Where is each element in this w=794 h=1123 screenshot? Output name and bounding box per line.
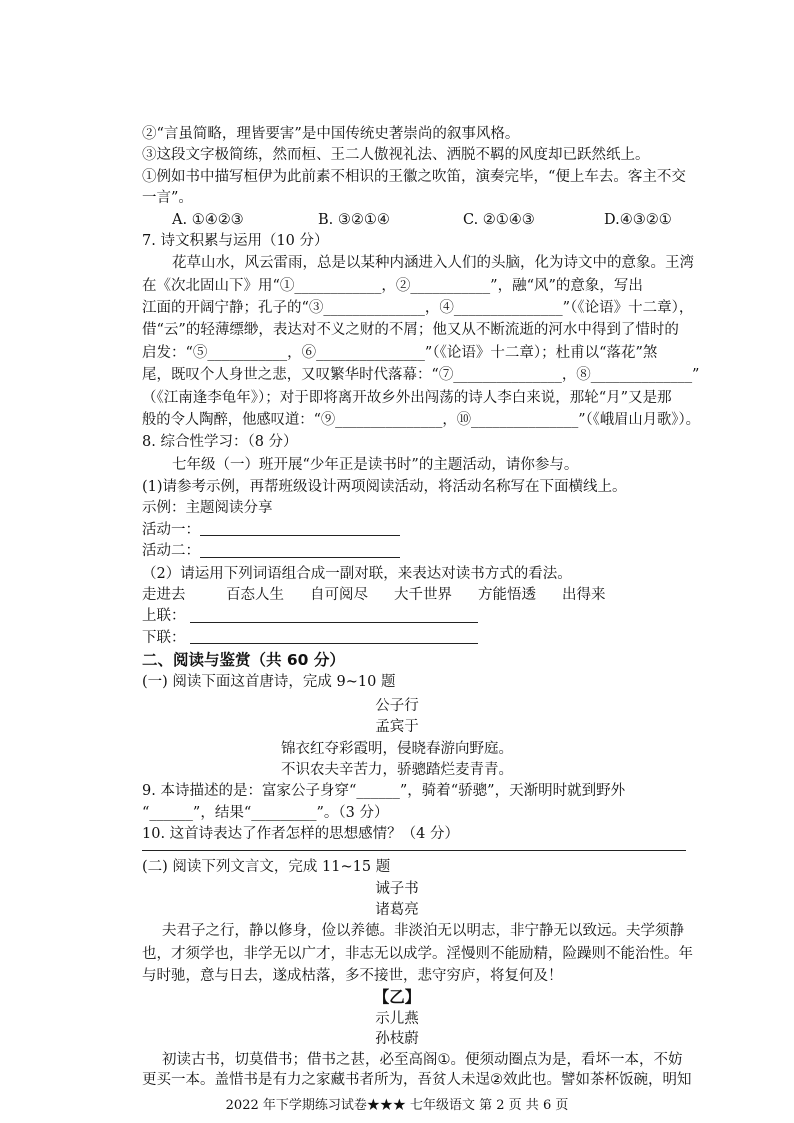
text-1-line-3: 与时驰，意与日去，遂成枯落，多不接世，悲守穷庐，将复何及！ <box>142 968 563 984</box>
text-1-title: 诫子书 <box>375 881 419 898</box>
text-2-author: 孙枝蔚 <box>375 1031 419 1048</box>
q7-line-5: 启发：“⑤___________，⑥_______________”（《论语》十二章）；杜甫以“落花”煞 <box>142 344 658 361</box>
page-footer: 2022 年下学期练习试卷★★★ 七年级语文 第 2 页 共 6 页 <box>225 1098 569 1113</box>
section-2-title: 二、阅读与鉴赏（共 60 分） <box>142 651 345 669</box>
q8-example: 示例：主题阅读分享 <box>142 500 273 517</box>
q10-answer-line <box>142 850 686 851</box>
word-1: 走进去 <box>142 586 186 603</box>
option-c: C. ②①④③ <box>463 211 535 228</box>
activity-1-label: 活动一： <box>142 521 200 538</box>
q10: 10. 这首诗表达了作者怎样的思想感情？（4 分） <box>142 826 460 842</box>
q7-line-4: 借“云”的轻薄缥缈，表达对不义之财的不屑；他又从不断流逝的河水中得到了惜时的 <box>142 322 679 339</box>
q7-line-6: 尾，既叹个人身世之悲，又叹繁华时代落幕：“⑦_______________，⑧______________” <box>142 367 700 384</box>
text-1-line-2: 也，才须学也，非学无以广才，非志无以成学。淫慢则不能励精，险躁则不能治性。年 <box>142 945 693 962</box>
word-3: 自可阅尽 <box>310 586 368 603</box>
statement-3: ③这段文字极简练，然而桓、王二人傲视礼法、洒脱不羁的风度却已跃然纸上。 <box>142 147 650 164</box>
text-2-marker: 【乙】 <box>373 988 421 1007</box>
q7-line-3: 江面的开阔宁静；孔子的“③______________，④_______________”（《论语》十二章）， <box>142 300 694 316</box>
q7-line-7: （《江南逢李龟年》）；对于即将离开故乡外出闯荡的诗人李白来说，那轮“月”又是那 <box>142 389 672 406</box>
q7-title: 7. 诗文积累与运用（10 分） <box>142 232 329 249</box>
upper-couplet-label: 上联： <box>142 608 186 625</box>
q9-line-1: 9. 本诗描述的是：富家公子身穿“______”，骑着“骄骢”，天渐明时就到野外 <box>142 783 626 800</box>
text-2-line-2: 更买一本。盖惜书是有力之家藏书者所为，吾贫人未逞②效此也。譬如茶杯饭碗，明知 <box>142 1072 692 1088</box>
lower-couplet-blank <box>190 643 478 644</box>
word-6: 出得来 <box>562 586 606 603</box>
option-d: D.④③②① <box>604 211 672 228</box>
q9-line-2: “______”，结果“_________”。（3 分） <box>142 804 389 821</box>
q7-line-1: 花草山水，风云雷雨，总是以某种内涵进入人们的头脑，化为诗文中的意象。王湾 <box>172 255 694 272</box>
q7-line-2: 在《次北固山下》用“①____________，②___________”，融“风”的意象，写出 <box>142 277 643 294</box>
poem-title: 公子行 <box>375 697 419 714</box>
part-1-intro: (一) 阅读下面这首唐诗，完成 9~10 题 <box>142 674 396 691</box>
text-1-line-1: 夫君子之行，静以修身，俭以养德。非淡泊无以明志，非宁静无以致远。夫学须静 <box>162 923 684 940</box>
poem-author: 孟宾于 <box>375 719 419 736</box>
poem-line-2: 不识农夫辛苦力，骄骢踏烂麦青青。 <box>281 761 513 778</box>
text-2-line-1: 初读古书，切莫借书；借书之甚，必至高阁①。便须动圈点为是，看坏一本，不妨 <box>162 1051 683 1068</box>
poem-line-1: 锦衣红夺彩霞明，侵晓春游向野庭。 <box>281 740 513 757</box>
q8-part2: （2）请运用下列词语组合成一副对联，来表达对读书方式的看法。 <box>142 565 572 582</box>
activity-1-blank <box>200 535 400 536</box>
q7-line-8: 般的令人陶醉，他感叹道：“⑨_______________，⑩_______________”（《峨眉山月歌》）。 <box>142 411 700 428</box>
text-1-author: 诸葛亮 <box>375 901 419 918</box>
text-2-title: 示儿燕 <box>375 1010 419 1027</box>
option-b: B. ③②①④ <box>318 211 390 228</box>
q8-title: 8. 综合性学习：（8 分） <box>142 434 298 451</box>
lower-couplet-label: 下联： <box>142 629 186 646</box>
activity-2-blank <box>200 557 400 558</box>
statement-2: ②“言虽简略，理皆要害”是中国传统史著崇尚的叙事风格。 <box>142 126 520 142</box>
statement-1a: ①例如书中描写桓伊为此前素不相识的王徽之吹笛，演奏完毕，“便上车去。客主不交 <box>142 168 686 185</box>
word-4: 大千世界 <box>394 586 452 603</box>
q8-intro: 七年级（一）班开展“少年正是读书时”的主题活动，请你参与。 <box>172 456 579 473</box>
word-2: 百态人生 <box>226 586 284 603</box>
part-2-intro: (二) 阅读下列文言文，完成 11~15 题 <box>142 859 391 876</box>
activity-2-label: 活动二： <box>142 543 200 560</box>
q8-part1: (1)请参考示例，再帮班级设计两项阅读活动，将活动名称写在下面横线上。 <box>142 478 627 495</box>
option-a: A. ①④②③ <box>172 211 244 228</box>
word-5: 方能悟透 <box>478 586 536 603</box>
upper-couplet-blank <box>190 622 478 623</box>
statement-1b: 一言”。 <box>142 190 193 207</box>
